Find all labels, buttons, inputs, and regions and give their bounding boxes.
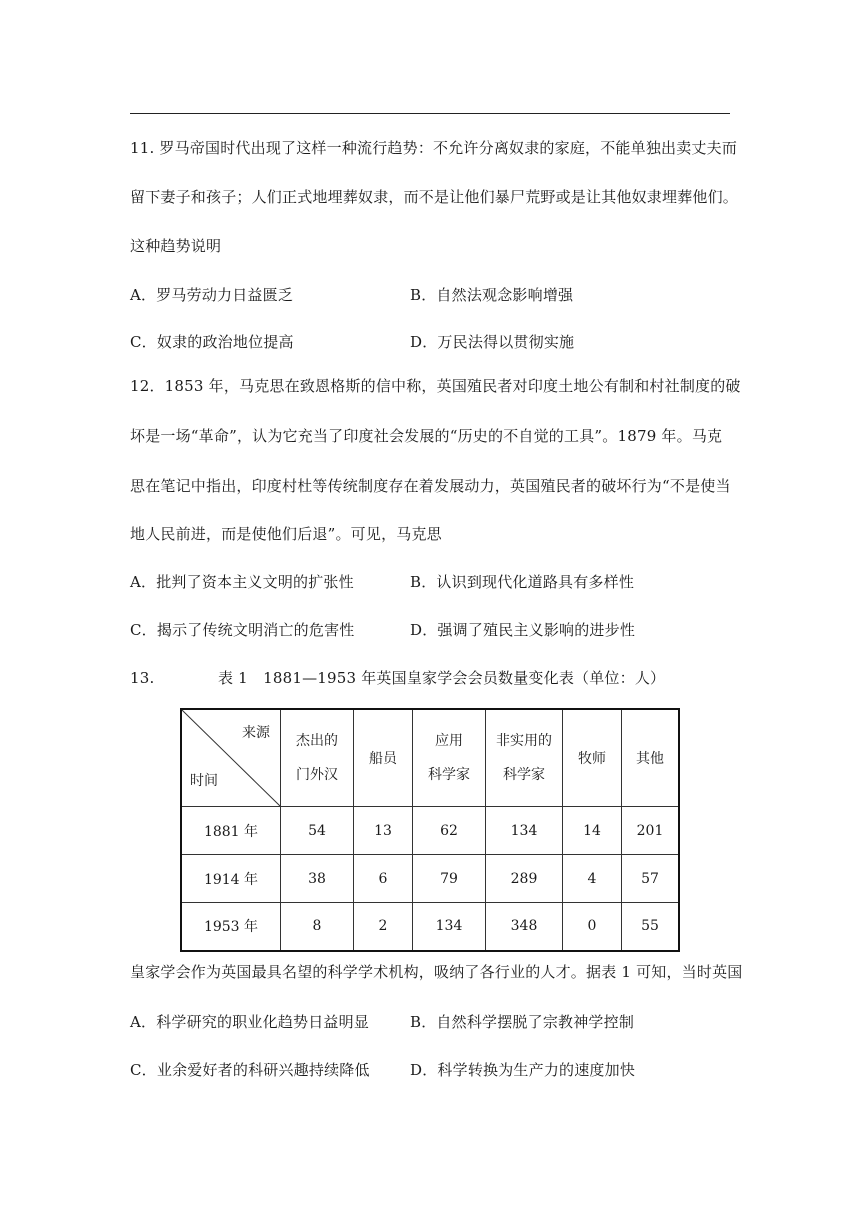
table-cell: 4 [563, 855, 622, 903]
table-row [181, 903, 679, 951]
header-text: 其他 [636, 751, 664, 767]
table-cell: 54 [281, 807, 354, 855]
option-a: A．批判了资本主义文明的扩张性 [130, 573, 354, 591]
option-c: C．奴隶的政治地位提高 [130, 333, 294, 351]
column-header [413, 709, 486, 807]
table-cell: 55 [622, 903, 680, 951]
header-text: 科学家 [428, 767, 470, 783]
table-cell: 8 [281, 903, 354, 951]
option-a: A．罗马劳动力日益匮乏 [130, 286, 294, 304]
table-caption: 表 1 1881—1953 年英国皇家学会会员数量变化表（单位：人） [218, 669, 666, 687]
option-c: C．业余爱好者的科研兴趣持续降低 [130, 1061, 370, 1079]
question-text-line: 11. 罗马帝国时代出现了这样一种流行趋势：不允许分离奴隶的家庭，不能单独出卖丈夫而 [130, 139, 738, 157]
option-b: B．认识到现代化道路具有多样性 [410, 573, 635, 591]
year-cell: 1953 年 [181, 903, 281, 951]
question-number: 13. [130, 669, 155, 687]
table-cell: 289 [486, 855, 563, 903]
table-cell: 38 [281, 855, 354, 903]
column-header [354, 709, 413, 807]
table-header-row [181, 709, 679, 807]
question-text-line: 坏是一场“革命”，认为它充当了印度社会发展的“历史的不自觉的工具”。1879 年。马克 [130, 427, 723, 445]
question-text-line: 皇家学会作为英国最具名望的科学学术机构，吸纳了各行业的人才。据表 1 可知，当时英国 [130, 963, 743, 981]
table-cell: 0 [563, 903, 622, 951]
year-cell: 1914 年 [181, 855, 281, 903]
corner-label-time: 时间 [190, 773, 218, 789]
option-d: D．万民法得以贯彻实施 [410, 333, 575, 351]
column-header [281, 709, 354, 807]
column-header [563, 709, 622, 807]
table-cell: 79 [413, 855, 486, 903]
table-cell: 13 [354, 807, 413, 855]
table-cell: 14 [563, 807, 622, 855]
option-b: B．自然科学摆脱了宗教神学控制 [410, 1013, 635, 1031]
table-corner-cell [181, 709, 281, 807]
question-text-line: 这种趋势说明 [130, 237, 222, 255]
option-c: C．揭示了传统文明消亡的危害性 [130, 621, 355, 639]
option-d: D．科学转换为生产力的速度加快 [410, 1061, 636, 1079]
header-text: 牧师 [578, 751, 606, 767]
question-text-line: 地人民前进，而是使他们后退”。可见，马克思 [130, 525, 442, 543]
year-cell: 1881 年 [181, 807, 281, 855]
table-cell: 57 [622, 855, 680, 903]
table-row [181, 807, 679, 855]
question-text-line: 思在笔记中指出，印度村杜等传统制度存在着发展动力，英国殖民者的破坏行为“不是使当 [130, 477, 731, 495]
question-text-line: 留下妻子和孩子；人们正式地埋葬奴隶，而不是让他们暴尸荒野或是让其他奴隶埋葬他们。 [130, 188, 739, 206]
table-cell: 62 [413, 807, 486, 855]
option-b: B．自然法观念影响增强 [410, 286, 574, 304]
header-text: 应用 [435, 733, 463, 749]
header-text: 门外汉 [296, 767, 338, 783]
header-text: 非实用的 [496, 733, 552, 749]
table-cell: 134 [413, 903, 486, 951]
option-a: A．科学研究的职业化趋势日益明显 [130, 1013, 370, 1031]
header-rule [130, 113, 730, 114]
column-header [622, 709, 680, 807]
header-text: 船员 [369, 751, 397, 767]
membership-table [180, 708, 680, 952]
header-text: 科学家 [503, 767, 545, 783]
table-cell: 348 [486, 903, 563, 951]
corner-label-source: 来源 [242, 725, 270, 741]
table-cell: 134 [486, 807, 563, 855]
column-header [486, 709, 563, 807]
header-text: 杰出的 [296, 733, 338, 749]
question-text-line: 12．1853 年，马克思在致恩格斯的信中称，英国殖民者对印度土地公有制和村社制度的破 [130, 377, 741, 395]
table-row [181, 855, 679, 903]
table-cell: 2 [354, 903, 413, 951]
option-d: D．强调了殖民主义影响的进步性 [410, 621, 636, 639]
table-cell: 201 [622, 807, 680, 855]
table-cell: 6 [354, 855, 413, 903]
